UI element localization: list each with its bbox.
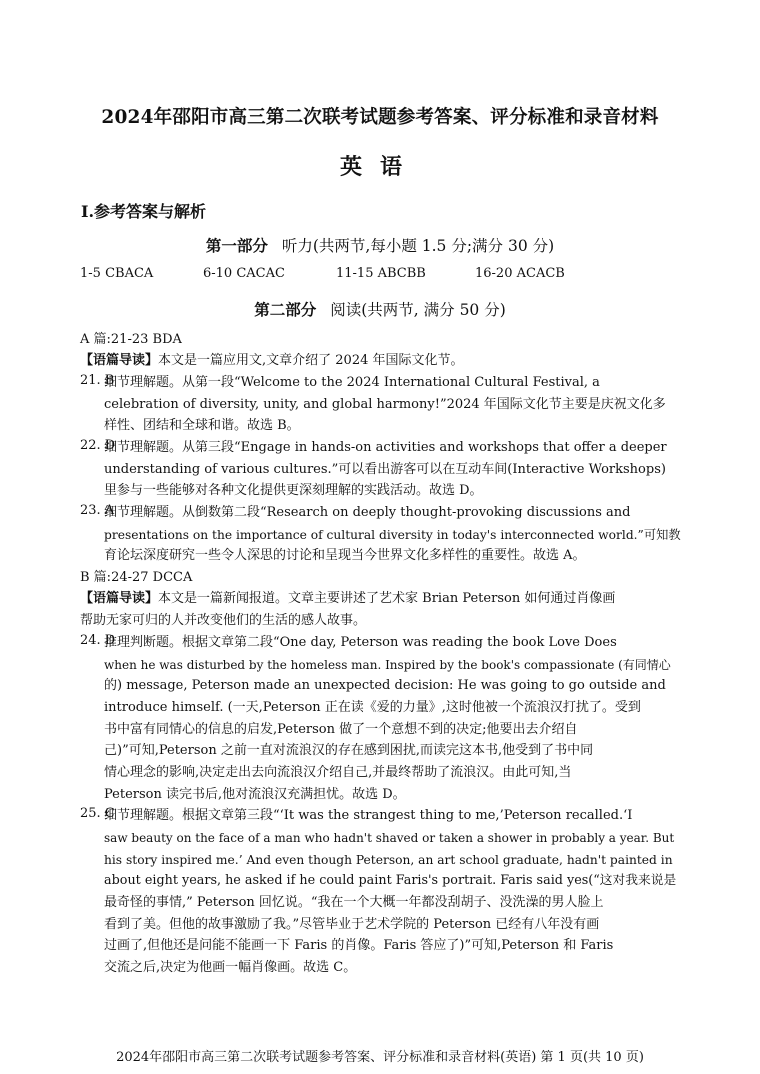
explanation-line: understanding of various cultures.”可以看出游客可以在互动车间(Interactive Workshops) bbox=[104, 462, 666, 477]
intro-label: 【语篇导读】 bbox=[80, 591, 159, 606]
explanation-line: Peterson 读完书后,他对流浪汉充满担忧。故选 D。 bbox=[104, 787, 406, 802]
explanation-line: 细节理解题。从第三段“Engage in hands-on activities and workshops that offer a deeper bbox=[104, 440, 667, 455]
answer-group: 16-20 ACACB bbox=[475, 266, 565, 281]
question-number: 24. D bbox=[80, 633, 116, 648]
passage-b-intro bbox=[80, 589, 680, 609]
part-two-name: 第二部分 bbox=[254, 300, 317, 319]
explanation-line: 己)”可知,Peterson 之前一直对流浪汉的存在感到困扰,而读完这本书,他受到了书中同 bbox=[104, 743, 594, 758]
explanation-line: 看到了美。但他的故事激励了我。”尽管毕业于艺术学院的 Peterson 已经有八年没有画 bbox=[104, 917, 600, 932]
answer-group: 6-10 CACAC bbox=[203, 266, 285, 281]
explanation-line: 过画了,但他还是问能不能画一下 Faris 的肖像。Faris 答应了)”可知,Peterson 和 Faris bbox=[104, 938, 614, 953]
part-one-name: 第一部分 bbox=[205, 236, 268, 255]
explanation-line: 交流之后,决定为他画一幅肖像画。故选 C。 bbox=[104, 960, 357, 975]
explanation-line: 里参与一些能够对各种文化提供更深刻理解的实践活动。故选 D。 bbox=[104, 483, 483, 498]
explanation-line: saw beauty on the face of a man who hadn't shaved or taken a shower in probably a year. But bbox=[104, 831, 675, 845]
explanation-line: presentations on the importance of cultural diversity in today's interconnected world.”可知教 bbox=[104, 528, 681, 542]
intro-text: 本文是一篇新闻报道。文章主要讲述了艺术家 Brian Peterson 如何通过肖像画 bbox=[158, 591, 616, 606]
explanation-line: 样性、团结和全球和谐。故选 B。 bbox=[104, 418, 300, 433]
explanation-line: 的) message, Peterson made an unexpected decision: He was going to go outside and bbox=[104, 678, 666, 693]
question-number: 25. C bbox=[80, 806, 115, 821]
answer-group: 1-5 CBACA bbox=[80, 266, 154, 281]
section-heading: Ⅰ.参考答案与解析 bbox=[81, 202, 207, 221]
answer-group: 11-15 ABCBB bbox=[336, 266, 426, 281]
explanation-line: 育论坛深度研究一些令人深思的讨论和呈现当今世界文化多样性的重要性。故选 A。 bbox=[104, 548, 586, 563]
part-two-heading bbox=[0, 298, 760, 320]
explanation-line: his story inspired me.’ And even though Peterson, an art school graduate, hadn't painted in bbox=[104, 853, 673, 867]
explanation-line: when he was disturbed by the homeless man. Inspired by the book's compassionate (有同情心 bbox=[104, 658, 671, 672]
document-title: 2024年邵阳市高三第二次联考试题参考答案、评分标准和录音材料 bbox=[101, 107, 659, 128]
explanation-line: 书中富有同情心的信息的启发,Peterson 做了一个意想不到的决定;他要出去介绍自 bbox=[104, 722, 578, 737]
explanation-line: about eight years, he asked if he could paint Faris's portrait. Faris said yes(“这对我来说是 bbox=[104, 873, 677, 888]
part-one-heading bbox=[0, 234, 760, 256]
passage-a-intro bbox=[80, 351, 680, 371]
explanation-line: 推理判断题。根据文章第二段“One day, Peterson was reading the book Love Does bbox=[104, 635, 617, 650]
subject-title: 英语 bbox=[339, 154, 420, 180]
page-footer: 2024年邵阳市高三第二次联考试题参考答案、评分标准和录音材料(英语) 第 1 页(共 10 页) bbox=[116, 1050, 644, 1065]
question-number: 22. D bbox=[80, 438, 116, 453]
question-number: 23. A bbox=[80, 503, 115, 518]
explanation-line: 最奇怪的事情,” Peterson 回忆说。“我在一个大概一年都没刮胡子、没洗澡的男人脸上 bbox=[104, 895, 604, 910]
part-one-desc: 听力(共两节,每小题 1.5 分;满分 30 分) bbox=[281, 237, 555, 255]
part-two-desc: 阅读(共两节, 满分 50 分) bbox=[330, 301, 506, 319]
explanation-line: celebration of diversity, unity, and global harmony!”2024 年国际文化节主要是庆祝文化多 bbox=[104, 397, 666, 412]
intro-text: 本文是一篇应用文,文章介绍了 2024 年国际文化节。 bbox=[158, 353, 464, 368]
explanation-line: 细节理解题。从倒数第二段“Research on deeply thought-provoking discussions and bbox=[104, 505, 631, 520]
explanation-line: 情心理念的影响,决定走出去向流浪汉介绍自己,并最终帮助了流浪汉。由此可知,当 bbox=[104, 765, 572, 780]
explanation-line: 细节理解题。根据文章第三段“‘It was the strangest thing to me,’Peterson recalled.‘I bbox=[104, 808, 633, 823]
question-number: 21. B bbox=[80, 373, 115, 388]
explanation-line: introduce himself. (一天,Peterson 正在读《爱的力量》,这时他被一个流浪汉打扰了。受到 bbox=[104, 700, 641, 715]
passage-a-answers: A 篇:21-23 BDA bbox=[80, 332, 182, 347]
passage-b-answers: B 篇:24-27 DCCA bbox=[80, 570, 193, 585]
explanation-line: 细节理解题。从第一段“Welcome to the 2024 International Cultural Festival, a bbox=[104, 375, 600, 390]
passage-b-intro-cont: 帮助无家可归的人并改变他们的生活的感人故事。 bbox=[80, 613, 367, 628]
intro-label: 【语篇导读】 bbox=[80, 353, 159, 368]
